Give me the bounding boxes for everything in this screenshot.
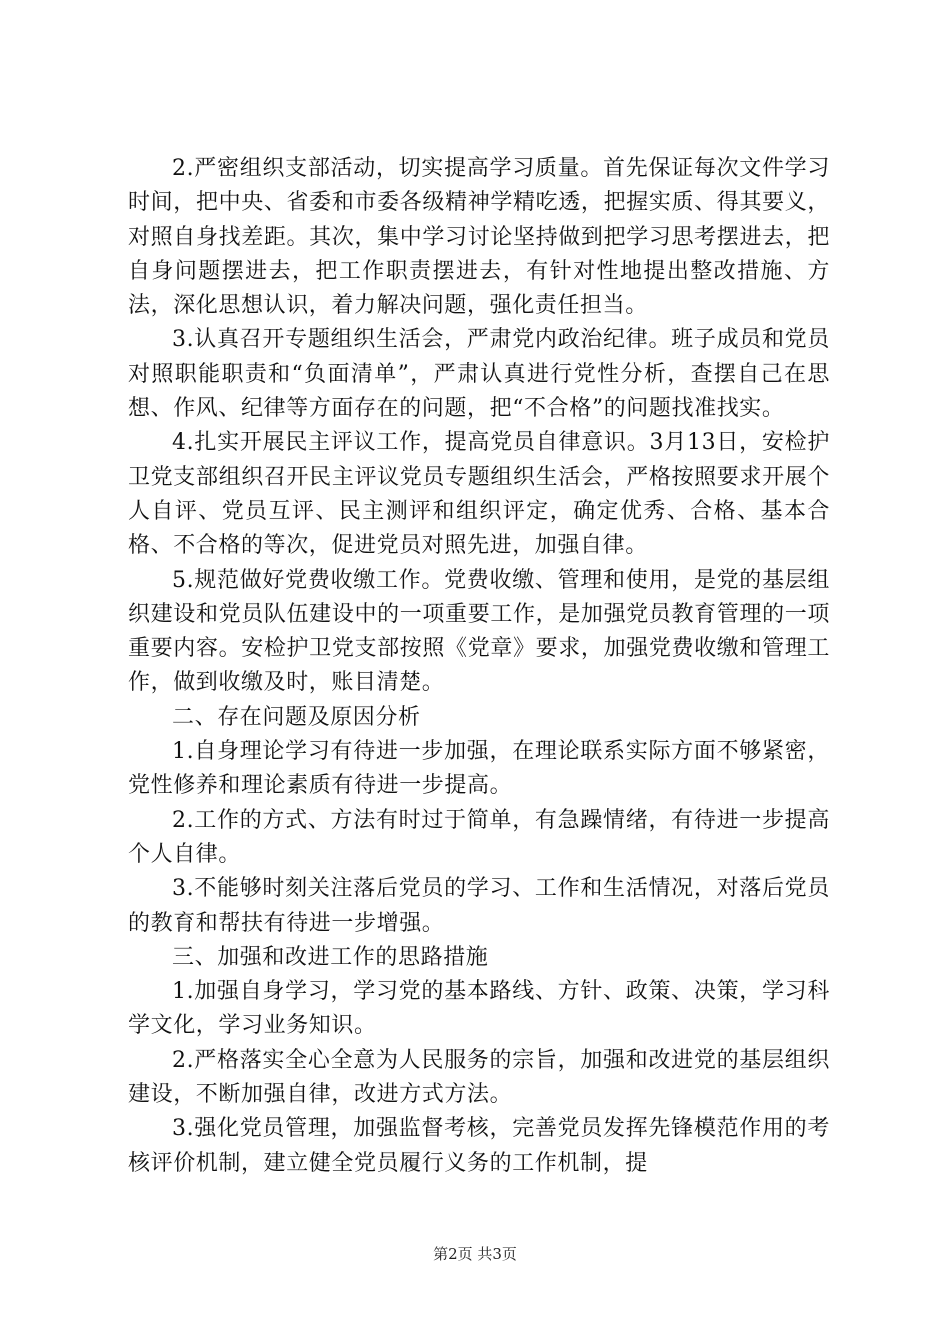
paragraph-party-dues: 5.规范做好党费收缴工作。党费收缴、管理和使用，是党的基层组织建设和党员队伍建设中的一项重要工作，是加强党员教育管理的一项重要内容。安检护卫党支部按照《党章》要求，加强党费收缴和管理工作，做到收缴及时，账目清楚。 [128,567,830,696]
document-body [128,152,830,1181]
section-heading-measures: 三、加强和改进工作的思路措施 [172,944,489,970]
paragraph-problem-2: 2.工作的方式、方法有时过于简单，有急躁情绪，有待进一步提高个人自律。 [128,807,830,867]
paragraph-measure-1: 1.加强自身学习，学习党的基本路线、方针、政策、决策，学习科学文化，学习业务知识。 [128,979,830,1039]
paragraph-life-meeting: 3.认真召开专题组织生活会，严肃党内政治纪律。班子成员和党员对照职能职责和“负面清单”，严肃认真进行党性分析，查摆自己在思想、作风、纪律等方面存在的问题，把“不合格”的问题找准找实。 [128,327,830,422]
page-number: 第2页 共3页 [433,1245,517,1263]
paragraph-activity-organization: 2.严密组织支部活动，切实提高学习质量。首先保证每次文件学习时间，把中央、省委和市委各级精神学精吃透，把握实质、得其要义，对照自身找差距。其次，集中学习讨论坚持做到把学习思考摆进去，把自身问题摆进去，把工作职责摆进去，有针对性地提出整改措施、方法，深化思想认识，着力解决问题，强化责任担当。 [128,156,830,319]
paragraph-problem-1: 1.自身理论学习有待进一步加强，在理论联系实际方面不够紧密，党性修养和理论素质有待进一步提高。 [128,739,830,799]
section-heading-problems: 二、存在问题及原因分析 [172,704,421,730]
paragraph-problem-3: 3.不能够时刻关注落后党员的学习、工作和生活情况，对落后党员的教育和帮扶有待进一步增强。 [128,876,830,936]
paragraph-measure-3: 3.强化党员管理，加强监督考核，完善党员发挥先锋模范作用的考核评价机制，建立健全党员履行义务的工作机制，提 [128,1116,830,1176]
paragraph-democratic-evaluation: 4.扎实开展民主评议工作，提高党员自律意识。3月13日，安检护卫党支部组织召开民主评议党员专题组织生活会，严格按照要求开展个人自评、党员互评、民主测评和组织评定，确定优秀、合格、基本合格、不合格的等次，促进党员对照先进，加强自律。 [128,430,830,559]
paragraph-measure-2: 2.严格落实全心全意为人民服务的宗旨，加强和改进党的基层组织建设，不断加强自律，改进方式方法。 [128,1047,830,1108]
